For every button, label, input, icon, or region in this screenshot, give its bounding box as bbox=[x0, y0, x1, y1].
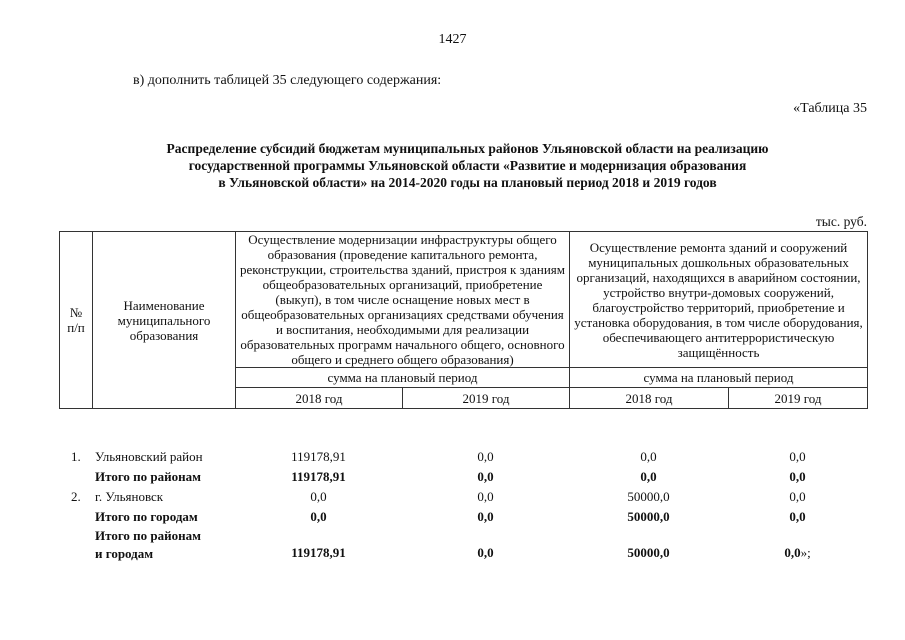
title-line: в Ульяновской области» на 2014-2020 годы на плановый период 2018 и 2019 годов bbox=[218, 175, 717, 190]
header-sub2: сумма на плановый период bbox=[570, 368, 868, 388]
closing-quote: »; bbox=[800, 545, 811, 560]
row-value: 0,0 bbox=[310, 509, 327, 524]
header-col1: Осуществление модернизации инфраструктуры общего образования (проведение капитального ремонта, реконструкции, строительства зданий, пристроя к зданиям общеобразовательных организаций, приобретение (выкуп), в том числе оснащение новых мест в общеобразовательных организациях средствами обучения и воспитания, необходимыми для реализации образовательных программ начального общего, основного общего и среднего общего образования) bbox=[236, 232, 570, 368]
row-num: 1. bbox=[71, 449, 81, 464]
title-line: Распределение субсидий бюджетам муниципальных районов Ульяновской области на реализацию bbox=[166, 141, 769, 156]
row-value: 0,0 bbox=[789, 509, 806, 524]
row-value: 119178,91 bbox=[291, 545, 346, 560]
title-line: государственной программы Ульяновской области «Развитие и модернизация образования bbox=[188, 158, 747, 173]
header-name: Наименование муниципального образования bbox=[93, 232, 236, 409]
units-label: тыс. руб. bbox=[815, 214, 867, 229]
row-num bbox=[59, 527, 92, 563]
header-sub1: сумма на плановый период bbox=[236, 368, 570, 388]
row-value-with-tail bbox=[728, 527, 867, 563]
intro-text: в) дополнить таблицей 35 следующего содержания: bbox=[133, 73, 442, 88]
row-value: 0,0 bbox=[640, 469, 657, 484]
row-value: 0,0 bbox=[477, 489, 494, 504]
row-name: Итого по районам bbox=[95, 469, 201, 484]
total-name-line: и городам bbox=[95, 546, 154, 561]
header-row bbox=[60, 232, 868, 368]
row-value: 0,0 bbox=[640, 449, 657, 464]
total-row-name bbox=[92, 527, 235, 563]
row-name: г. Ульяновск bbox=[95, 489, 164, 504]
row-value: 0,0 bbox=[789, 469, 806, 484]
row-value: 119178,91 bbox=[291, 469, 346, 484]
row-value: 0,0 bbox=[310, 489, 327, 504]
row-value: 0,0 bbox=[789, 449, 806, 464]
table-row bbox=[59, 487, 867, 507]
header-num: № п/п bbox=[60, 232, 93, 409]
table-label: «Таблица 35 bbox=[793, 101, 867, 116]
page-number: 1427 bbox=[438, 32, 467, 47]
row-value: 0,0 bbox=[789, 489, 806, 504]
row-value: 0,0 bbox=[477, 509, 494, 524]
header-year: 2019 год bbox=[403, 388, 570, 409]
data-table bbox=[59, 447, 867, 563]
row-num: 2. bbox=[71, 489, 81, 504]
row-value: 0,0 bbox=[784, 545, 801, 560]
row-name: Ульяновский район bbox=[95, 449, 203, 464]
table-row bbox=[59, 507, 867, 527]
table-title bbox=[60, 140, 875, 191]
header-year: 2018 год bbox=[236, 388, 403, 409]
row-value: 50000,0 bbox=[627, 545, 670, 560]
total-name-line: Итого по районам bbox=[95, 528, 201, 543]
row-num bbox=[59, 467, 92, 487]
header-table bbox=[59, 231, 868, 409]
total-row bbox=[59, 527, 867, 563]
row-value: 50000,0 bbox=[627, 489, 670, 504]
header-col2: Осуществление ремонта зданий и сооружений муниципальных дошкольных образовательных организаций, находящихся в аварийном состоянии, устройство внутри-домовых сооружений, благоустройство территорий, приобретение и установка оборудования, в том числе оборудования, обеспечивающего антитеррористическую защищённость bbox=[570, 232, 868, 368]
row-name: Итого по городам bbox=[95, 509, 198, 524]
table-row bbox=[59, 447, 867, 467]
table-row bbox=[59, 467, 867, 487]
row-num bbox=[59, 507, 92, 527]
row-value: 0,0 bbox=[477, 469, 494, 484]
row-value: 119178,91 bbox=[291, 449, 346, 464]
row-value: 50000,0 bbox=[627, 509, 670, 524]
row-value: 0,0 bbox=[477, 449, 494, 464]
row-value: 0,0 bbox=[477, 545, 494, 560]
header-year: 2018 год bbox=[570, 388, 729, 409]
header-year: 2019 год bbox=[729, 388, 868, 409]
